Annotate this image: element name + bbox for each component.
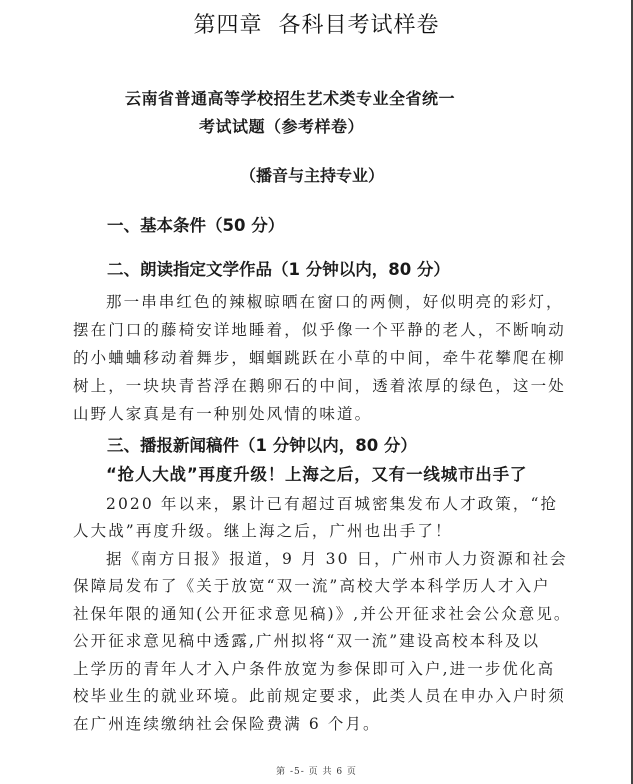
- passage-line: 那一串串红色的辣椒晾晒在窗口的两侧，好似明亮的彩灯，: [106, 293, 564, 311]
- section-heading-reading: 二、朗读指定文学作品（1 分钟以内，80 分）: [107, 260, 450, 279]
- page-footer: 第 -5- 页 共 6 页: [276, 767, 357, 777]
- news-headline: “抢人大战”再度升级！上海之后，又有一线城市出手了: [106, 465, 528, 484]
- section-heading-news: 三、播报新闻稿件（1 分钟以内，80 分）: [107, 436, 417, 455]
- passage-line: 树上，一块块青苔浮在鹅卵石的中间，透着浓厚的绿色，这一处: [73, 377, 566, 395]
- chapter-title: 第四章 各科目考试样卷: [193, 13, 440, 38]
- passage-line: 山野人家真是有一种别处风情的味道。: [73, 405, 373, 423]
- news-line: 保障局发布了《关于放宽“双一流”高校大学本科学历人才入户: [73, 577, 551, 595]
- section-heading-basic-conditions: 一、基本条件（50 分）: [107, 216, 285, 235]
- news-line: 2020 年以来，累计已有超过百城密集发布人才政策，“抢: [106, 495, 559, 513]
- passage-line: 的小蛐蛐移动着舞步，蝈蝈跳跃在小草的中间，牵牛花攀爬在柳: [73, 349, 566, 367]
- news-line: 社保年限的通知(公开征求意见稿)》,并公开征求社会公众意见。: [73, 605, 572, 623]
- exam-title-line-2: 考试试题（参考样卷）: [199, 117, 365, 136]
- exam-title-line-1: 云南省普通高等学校招生艺术类专业全省统一: [125, 89, 456, 108]
- news-line: 校毕业生的就业环境。此前规定要求，此类人员在申办入户时须: [73, 687, 566, 705]
- news-line: 据《南方日报》报道，9 月 30 日，广州市人力资源和社会: [106, 550, 568, 568]
- news-line: 上学历的青年人才入户条件放宽为参保即可入户,进一步优化高: [73, 660, 556, 678]
- news-line: 人大战”再度升级。继上海之后，广州也出手了！: [73, 522, 453, 540]
- passage-line: 摆在门口的藤椅安详地睡着，似乎像一个平静的老人，不断响动: [73, 321, 566, 339]
- news-line: 公开征求意见稿中透露,广州拟将“双一流”建设高校本科及以: [73, 632, 541, 650]
- major-subtitle: （播音与主持专业）: [240, 166, 385, 185]
- news-line: 在广州连续缴纳社会保险费满 6 个月。: [73, 715, 381, 733]
